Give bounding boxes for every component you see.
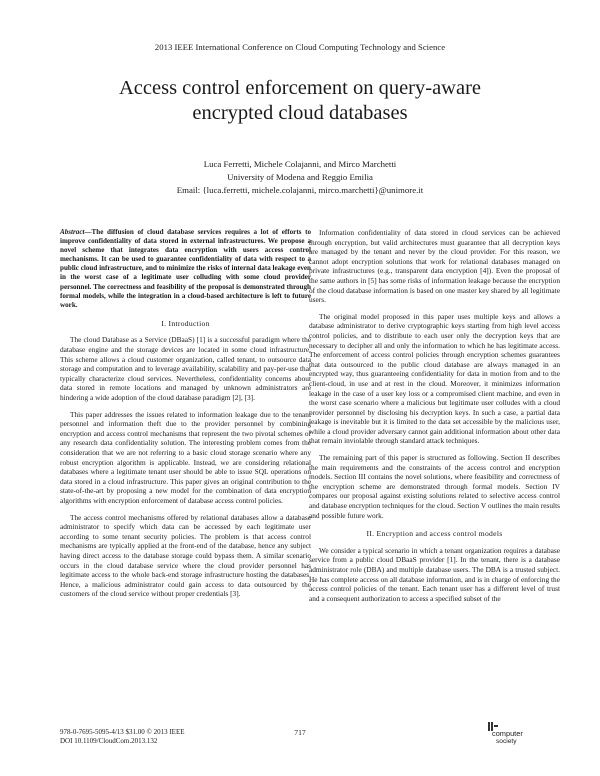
encryption-section-heading: II. Encryption and access control models: [366, 529, 503, 539]
doi-line: DOI 10.1109/CloudCom.2013.132: [60, 737, 158, 745]
isbn-line: 978-0-7695-5095-4/13 $31.00 © 2013 IEEE: [60, 728, 185, 736]
computer-society-logo: [482, 720, 542, 750]
author-block: [0, 158, 600, 197]
intro-paragraph-5: The original model proposed in this paper uses multiple keys and allows a database administrator to derive cryptographic keys starting from high level access control policies, and to distribute to each user only the decryption keys that are necessary to decipher all and only the information to which he has legitimate access. The enforcement of access control policies through encryption schemes guarantees that data outsourced to the public cloud database are always managed in an encrypted way, thus guaranteeing confidentiality for data in motion from and to the client-cloud, in use and at rest in the cloud. Moreover, it minimizes information leakage in the case of a user key loss or a compromised client machine, and even in the worst case scenario where a malicious but legitimate user colludes with a cloud provider personnel by disclosing his decryption keys. In such a case, a partial data leakage is inevitable but it is limited to the data set accessible by the malicious user, while a cloud provider adversary cannot gain additional information about other data that remain inviolable through standard attack techniques.: [309, 311, 560, 446]
abstract: [60, 228, 311, 310]
intro-paragraph-1: The cloud Database as a Service (DBaaS) [1] is a successful paradigm where the database engine and the storage devices are located in some cloud infrastructure. This scheme allows a cloud customer organization, called tenant, to outsource data storage and computation and to leverage availability, scalability and pay-per-use that typically characterize cloud services. Nevertheless, confidentiality concerns about data stored in remote locations and managed by unknown administrators are hindering a wide adoption of the cloud database paradigm [2], [3].: [60, 335, 311, 402]
right-column: [309, 228, 560, 610]
left-column: [60, 228, 311, 606]
abstract-lead: Abstract: [60, 228, 85, 236]
intro-heading: I. Introduction: [161, 318, 210, 328]
paper-title: [40, 76, 560, 126]
affiliation: University of Modena and Reggio Emilia: [227, 172, 373, 182]
intro-paragraph-4: Information confidentiality of data stored in cloud services can be achieved through encryption, but valid architectures must guarantee that all decryption keys are managed by the tenant and never by the cloud provider. For this reason, we cannot adopt encryption solutions that work for relational databases managed on private infrastructures (e.g., transparent data encryption [4]). Even the proposal of the same authors in [5] has some risks of information leakage because the encryption of the cloud database information is based on one master key shared by all legitimate users.: [309, 228, 560, 305]
intro-paragraph-6: The remaining part of this paper is structured as following. Section II describes the main requirements and the constraints of the access control and encryption models. Section III contains the novel solutions, where feasibility and correctness of the encryption scheme are demonstrated through formal models. Section IV compares our proposal against existing solutions related to selective access control and database encryption techniques for the cloud. Section V outlines the main results and possible future work.: [309, 453, 560, 520]
logo-text-computer: computer: [492, 729, 523, 738]
author-names: Luca Ferretti, Michele Colajanni, and Mirco Marchetti: [203, 159, 397, 169]
abstract-text: —The diffusion of cloud database services requires a lot of efforts to improve confidentiality of data stored in external infrastructures. We propose a novel scheme that integrates data encryption with users access control mechanisms. It can be used to guarantee confidentiality of data with respect to a public cloud infrastructure, and to minimize the risks of internal data leakage even in the worst case of a legitimate user colluding with some cloud provider personnel. The correctness and feasibility of the proposal is demonstrated through formal models, while the integration in a cloud-based architecture is left to future work.: [60, 228, 311, 309]
intro-paragraph-2: This paper addresses the issues related to information leakage due to the tenant personnel and information theft due to the provider personnel by combining encryption and access control mechanisms that represent the two pivotal schemes of any research data confidentiality solution. The interesting problem comes from the consideration that we are not referring to a basic cloud storage scenario where any robust encryption algorithm is applicable. Instead, we are considering relational databases where a legitimate tenant user should be able to issue SQL operations on data stored in a cloud infrastructure. This paper gives an original contribution to the state-of-the-art by proposing a new model for the combination of data encryption algorithms with encryption enforcement of database access control policies.: [60, 409, 311, 505]
conference-header: 2013 IEEE International Conference on Cloud Computing Technology and Science: [154, 42, 446, 52]
intro-paragraph-3: The access control mechanisms offered by relational databases allow a database administrator to specify which data can be accessed by each legitimate user according to some tenant security policies. The problem is that access control mechanisms are typically applied at the front-end of the database, hence any subject having direct access to the database storage could bypass them. A similar scenario occurs in the cloud database service where the cloud provider personnel has legitimate access to the whole back-end storage infrastructure hosting the databases. Hence, a malicious administrator could gain access to data outsourced by the customers of the cloud service without proper credentials [3].: [60, 512, 311, 599]
title-line-2: encrypted cloud databases: [192, 102, 408, 124]
section2-paragraph-1: We consider a typical scenario in which a tenant organization requires a database service from a public cloud DBaaS provider [1]. In the tenant, there is a database administrator role (DBA) and multiple database users. The DBA is a trusted subject. He has complete access on all database information, and is in charge of enforcing the access control policies of the tenant. Each tenant user has a different level of trust and a consequent authorization to access a specified subset of the: [309, 545, 560, 603]
logo-text-society: society: [496, 738, 517, 745]
title-line-1: Access control enforcement on query-aware: [119, 77, 481, 99]
page-number: 717: [294, 728, 306, 737]
author-email: Email: {luca.ferretti, michele.colajanni, mirco.marchetti}@unimore.it: [176, 185, 424, 195]
